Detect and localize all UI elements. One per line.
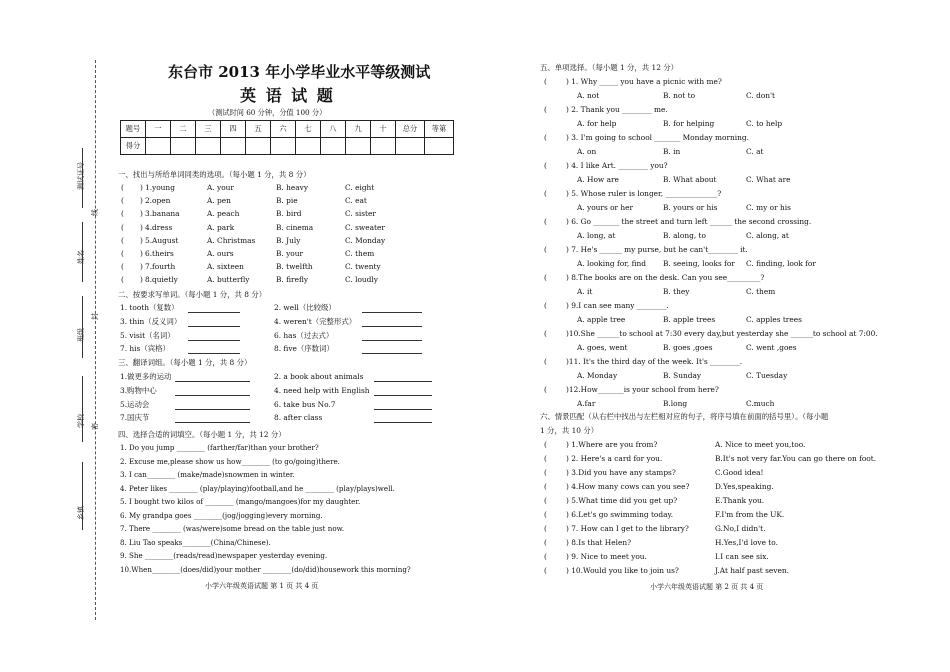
answer-paren-open[interactable]: (	[544, 161, 547, 170]
match-question: ) 10.Would you like to join us?	[566, 566, 679, 575]
answer-blank[interactable]	[362, 340, 422, 341]
answer-paren-open[interactable]: (	[544, 566, 547, 575]
binding-dashed-line	[95, 60, 96, 620]
option-b: B. goes ,goes	[663, 343, 713, 352]
answer-blank[interactable]	[362, 353, 422, 354]
mc-question: ) 4. I like Art. ________ you?	[566, 161, 668, 170]
side-fill-line	[82, 462, 83, 530]
mc-question: )10.She ______to school at 7:30 every day,but yesterday she ______to school at 7:00.	[566, 329, 878, 338]
answer-paren-open[interactable]: (	[544, 510, 547, 519]
mc-question: ) 9.I can see many ________.	[566, 301, 669, 310]
left-page-footer: 小学六年级英语试题 第 1 页 共 4 页	[205, 582, 319, 590]
option-b: B. bird	[276, 209, 302, 219]
option-c: C. finding, look for	[746, 259, 816, 268]
exam-time-score: （测试时间 60 分钟，分值 100 分）	[208, 108, 327, 117]
score-entry[interactable]	[271, 138, 296, 155]
score-cell: 七	[296, 121, 321, 138]
score-entry[interactable]	[396, 138, 425, 155]
score-table-score-row	[121, 138, 454, 155]
option-c: C. What are	[746, 175, 791, 184]
match-answer: F.I'm from the UK.	[715, 510, 785, 519]
answer-blank[interactable]	[374, 381, 432, 382]
answer-paren-close: )	[140, 235, 143, 245]
score-table-header-row	[121, 121, 454, 138]
score-cell: 九	[346, 121, 371, 138]
side-label-class: 班级	[77, 328, 85, 342]
answer-paren-open[interactable]: (	[121, 196, 124, 206]
option-b: B. July	[276, 235, 301, 245]
option-c: C.much	[746, 399, 775, 408]
score-cell: 题号	[121, 121, 146, 138]
answer-paren-open[interactable]: (	[121, 209, 124, 219]
option-c: C. eat	[345, 196, 367, 206]
option-b: B. for helping	[663, 119, 715, 128]
answer-paren-open[interactable]: (	[544, 329, 547, 338]
section-1-header: 一、找出与所给单词同类的选项。（每小题 1 分，共 8 分）	[118, 170, 311, 179]
option-c: C. don't	[746, 91, 776, 100]
fill-in-question: 1. Do you jump ________ (farther/far)than your brother?	[120, 443, 319, 452]
answer-paren-open[interactable]: (	[544, 273, 547, 282]
score-cell: 十	[371, 121, 396, 138]
option-a: A. apple tree	[577, 315, 626, 324]
question-word: 2.open	[145, 196, 171, 206]
mc-question: ) 2. Thank you ________ me.	[566, 105, 668, 114]
match-question: ) 7. How can I get to the library?	[566, 524, 689, 533]
option-a: A. pen	[207, 196, 231, 206]
answer-blank[interactable]	[175, 422, 250, 423]
word-task: 4. weren't（完整形式）	[274, 316, 357, 326]
option-b: B. firefly	[276, 275, 309, 285]
answer-paren-open[interactable]: (	[544, 301, 547, 310]
question-word: 3.banana	[145, 209, 180, 219]
option-a: A. not	[577, 91, 600, 100]
option-b: B. apple trees	[663, 315, 716, 324]
match-answer: I.I can see six.	[715, 552, 769, 561]
score-entry[interactable]	[246, 138, 271, 155]
option-a: A. How are	[577, 175, 619, 184]
option-a: A. looking for, find	[577, 259, 647, 268]
score-entry[interactable]	[171, 138, 196, 155]
answer-paren-close: )	[140, 183, 143, 192]
word-task: 2. well（比较级）	[274, 303, 336, 312]
side-label-school: 学校	[77, 414, 85, 428]
answer-blank[interactable]	[362, 326, 422, 327]
answer-blank[interactable]	[175, 395, 250, 396]
answer-paren-open[interactable]: (	[544, 482, 547, 491]
option-b: B. along, to	[663, 231, 706, 240]
answer-paren-open[interactable]: (	[544, 538, 547, 547]
question-word: 6.theirs	[145, 249, 174, 258]
score-entry[interactable]	[221, 138, 246, 155]
answer-blank[interactable]	[374, 422, 432, 423]
option-c: C. apples trees	[746, 315, 802, 324]
answer-paren-open[interactable]: (	[544, 552, 547, 561]
option-c: C. Monday	[345, 235, 386, 245]
phrase-task: 4. need help with English	[274, 385, 370, 395]
side-fill-line	[82, 222, 83, 282]
side-label-name: 姓名	[77, 250, 85, 264]
answer-paren-open[interactable]: (	[544, 189, 547, 198]
answer-paren-open[interactable]: (	[121, 235, 124, 245]
section-5-header: 五、单项选择。（每小题 1 分，共 12 分）	[540, 63, 679, 72]
phrase-task: 7.国庆节	[120, 413, 150, 423]
match-answer: B.It's not very far.You can go there on foot.	[715, 454, 877, 463]
answer-paren-open[interactable]: (	[121, 222, 124, 232]
answer-paren-open[interactable]: (	[121, 249, 124, 258]
answer-paren-open[interactable]: (	[544, 217, 547, 226]
answer-paren-close: )	[140, 275, 143, 285]
option-c: C. along, at	[746, 231, 789, 240]
fill-in-question: 2. Excuse me,please show us how________ (to go/going)there.	[120, 456, 340, 466]
option-c: C. them	[345, 249, 375, 258]
side-label-exam-number: 测试证号	[77, 162, 85, 190]
word-task: 6. has（过去式）	[274, 330, 334, 340]
score-entry[interactable]	[425, 138, 454, 155]
exam-title: 东台市 2013 年小学毕业水平等级测试	[168, 63, 431, 81]
option-b: B. seeing, looks for	[663, 259, 735, 268]
option-c: C. my or his	[746, 203, 791, 212]
option-b: B. twelfth	[276, 262, 313, 272]
fill-in-question: 9. She ________(reads/read)newspaper yesterday evening.	[120, 551, 328, 560]
score-cell: 一	[146, 121, 171, 138]
fill-in-question: 3. I can________ (make/made)snowmen in winter.	[120, 470, 295, 479]
right-page-footer: 小学六年级英语试题 第 2 页 共 4 页	[650, 583, 764, 591]
option-a: A. your	[207, 183, 234, 192]
answer-paren-open[interactable]: (	[544, 496, 547, 505]
exam-subject-title: 英 语 试 题	[240, 86, 335, 105]
option-b: B. they	[663, 287, 690, 296]
fill-in-question: 6. My grandpa goes ________(jog/jogging)every morning.	[120, 510, 323, 520]
answer-paren-open[interactable]: (	[544, 524, 547, 533]
question-word: 5.August	[145, 235, 179, 245]
option-a: A. long, at	[577, 231, 616, 240]
option-b: B. What about	[663, 175, 717, 184]
option-b: B. heavy	[276, 183, 309, 192]
answer-paren-close: )	[140, 196, 143, 206]
answer-paren-open[interactable]: (	[544, 357, 547, 366]
answer-paren-close: )	[140, 222, 143, 232]
section-4-header: 四、选择合适的词填空。（每小题 1 分，共 12 分）	[118, 430, 286, 439]
phrase-task: 8. after class	[274, 413, 323, 423]
fill-in-question: 4. Peter likes ________ (play/playing)football,and he ________ (play/plays)well.	[120, 483, 395, 493]
option-a: A. peach	[207, 209, 240, 219]
phrase-task: 6. take bus No.7	[274, 399, 336, 409]
mc-question: ) 5. Whose ruler is longer, ______________?	[566, 189, 722, 198]
answer-paren-open[interactable]: (	[544, 468, 547, 477]
answer-paren-open[interactable]: (	[544, 105, 547, 114]
section-6-header-line-2: 1 分，共 10 分）	[540, 426, 599, 435]
score-entry[interactable]	[146, 138, 171, 155]
answer-paren-open[interactable]: (	[544, 454, 547, 463]
phrase-task: 5.运动会	[120, 399, 150, 409]
option-a: A. Monday	[577, 371, 618, 380]
answer-paren-open[interactable]: (	[121, 183, 124, 192]
mc-question: ) 8.The books are on the desk. Can you see_________?	[566, 273, 765, 282]
fill-in-question: 5. I bought two kilos of ________ (mango/mangoes)for my daughter.	[120, 497, 361, 506]
score-cell: 四	[221, 121, 246, 138]
answer-blank[interactable]	[362, 312, 422, 313]
score-cell: 总分	[396, 121, 425, 138]
score-entry[interactable]	[346, 138, 371, 155]
option-c: C. eight	[345, 183, 375, 192]
answer-blank[interactable]	[175, 409, 250, 410]
option-c: C. to help	[746, 119, 783, 128]
answer-blank[interactable]	[175, 381, 250, 382]
score-table	[120, 120, 454, 155]
question-word: 4.dress	[145, 222, 173, 232]
match-question: ) 6.Let's go swimming today.	[566, 510, 674, 519]
mc-question: ) 1. Why _____ you have a picnic with me?	[566, 77, 722, 86]
fill-in-question: 7. There ________ (was/were)some bread on the table just now.	[120, 524, 345, 533]
word-task: 8. five（序数词）	[274, 344, 334, 354]
section-2-header: 二、按要求写单词。（每小题 1 分，共 8 分）	[118, 290, 267, 299]
option-b: B. not to	[663, 91, 696, 100]
answer-paren-open[interactable]: (	[544, 245, 547, 254]
score-entry[interactable]	[296, 138, 321, 155]
side-secret-char: 密	[91, 423, 99, 430]
answer-blank[interactable]	[374, 395, 432, 396]
option-a: A. butterfly	[207, 275, 250, 285]
answer-paren-open[interactable]: (	[544, 440, 547, 449]
match-question: ) 4.How many cows can you see?	[566, 482, 690, 491]
match-question: ) 8.Is that Helen?	[566, 538, 632, 547]
score-cell: 等第	[425, 121, 454, 138]
answer-paren-close: )	[140, 209, 143, 219]
option-a: A. park	[207, 222, 235, 232]
side-label-town: 乡镇	[77, 506, 85, 520]
match-answer: H.Yes,I'd love to.	[715, 538, 778, 547]
answer-paren-open[interactable]: (	[544, 77, 547, 86]
option-c: C. sweater	[345, 222, 385, 232]
word-task: 5. visit（名词）	[120, 330, 175, 340]
word-task: 3. thin（反义词）	[120, 316, 182, 326]
option-c: C. loudly	[345, 275, 378, 285]
option-a: A. for help	[577, 119, 617, 128]
option-a: A. on	[577, 147, 597, 156]
option-b: B. your	[276, 249, 304, 258]
option-a: A. sixteen	[207, 262, 244, 272]
answer-paren-close: )	[140, 262, 143, 272]
option-b: B. in	[663, 147, 681, 156]
mc-question: ) 7. He's ______ my purse, but he can't________ it.	[566, 245, 748, 254]
option-a: A. yours or her	[577, 203, 634, 212]
question-word: 1.young	[145, 183, 175, 192]
answer-paren-open[interactable]: (	[544, 133, 547, 142]
option-a: A. it	[577, 287, 593, 296]
section-6-header-line-1: 六、情景匹配（从右栏中找出与左栏相对应的句子，将序号填在前面的括号里）。（每小题	[540, 412, 829, 421]
match-answer: G.No,I didn't.	[715, 524, 766, 533]
mc-question: )11. It's the third day of the week. It's ________.	[566, 357, 743, 366]
match-answer: E.Thank you.	[715, 496, 765, 505]
side-fill-line	[82, 296, 83, 358]
option-b: B. yours or his	[663, 203, 718, 212]
answer-paren-open[interactable]: (	[121, 275, 124, 285]
answer-paren-open[interactable]: (	[121, 262, 124, 272]
match-question: ) 5.What time did you get up?	[566, 496, 678, 505]
score-entry[interactable]	[321, 138, 346, 155]
match-question: ) 9. Nice to meet you.	[566, 552, 647, 561]
answer-paren-open[interactable]: (	[544, 385, 547, 394]
match-answer: D.Yes,speaking.	[715, 482, 774, 491]
side-fill-line	[82, 148, 83, 208]
side-seal-char: 封	[91, 313, 99, 320]
answer-paren-close: )	[140, 249, 143, 258]
side-line-char: 线	[91, 209, 99, 216]
answer-blank[interactable]	[188, 312, 240, 313]
match-question: ) 2. Here's a card for you.	[566, 454, 663, 463]
option-b: B. Sunday	[663, 371, 702, 380]
score-cell: 二	[171, 121, 196, 138]
option-c: C. twenty	[345, 262, 381, 272]
answer-blank[interactable]	[188, 353, 240, 354]
option-c: C. them	[746, 287, 776, 296]
mc-question: ) 6. Go _______ the street and turn left ______ the second crossing.	[566, 217, 812, 226]
match-answer: C.Good idea!	[715, 468, 764, 477]
match-answer: A. Nice to meet you,too.	[715, 440, 806, 449]
option-b: B.long	[663, 399, 688, 408]
phrase-task: 1.做更多的运动	[120, 372, 172, 381]
option-b: B. cinema	[276, 222, 314, 232]
option-c: C. at	[746, 147, 764, 156]
option-c: C. sister	[345, 209, 376, 219]
mc-question: ) 3. I'm going to school _______ Monday morning.	[566, 133, 750, 142]
option-a: A. Christmas	[207, 235, 256, 245]
score-cell: 五	[246, 121, 271, 138]
fill-in-question: 8. Liu Tao speaks________(China/Chinese).	[120, 537, 271, 547]
answer-blank[interactable]	[188, 340, 240, 341]
option-c: C. went ,goes	[746, 343, 797, 352]
option-a: A. ours	[207, 249, 234, 258]
question-word: 8.quietly	[145, 275, 178, 285]
option-a: A.far	[577, 399, 596, 408]
word-task: 1. tooth（复数）	[120, 303, 179, 312]
score-row-label: 得分	[121, 138, 146, 155]
match-question: ) 3.Did you have any stamps?	[566, 468, 676, 477]
score-cell: 三	[196, 121, 221, 138]
score-cell: 八	[321, 121, 346, 138]
fill-in-question: 10.When________(does/did)your mother ________(do/did)housework this morning?	[120, 564, 411, 574]
match-question: ) 1.Where are you from?	[566, 440, 658, 449]
question-word: 7.fourth	[145, 262, 176, 272]
answer-blank[interactable]	[188, 326, 240, 327]
option-b: B. pie	[276, 196, 298, 206]
phrase-task: 2. a book about animals	[274, 372, 364, 381]
answer-blank[interactable]	[374, 409, 432, 410]
mc-question: )12.How_______is your school from here?	[566, 385, 719, 394]
score-entry[interactable]	[371, 138, 396, 155]
option-a: A. goes, went	[577, 343, 628, 352]
score-cell: 六	[271, 121, 296, 138]
phrase-task: 3.购物中心	[120, 385, 157, 395]
match-answer: J.At half past seven.	[715, 566, 789, 575]
section-3-header: 三、翻译词组。（每小题 1 分，共 8 分）	[118, 358, 252, 367]
side-fill-line	[82, 376, 83, 442]
option-c: C. Tuesday	[746, 371, 788, 380]
score-entry[interactable]	[196, 138, 221, 155]
word-task: 7. his（宾格）	[120, 344, 170, 354]
